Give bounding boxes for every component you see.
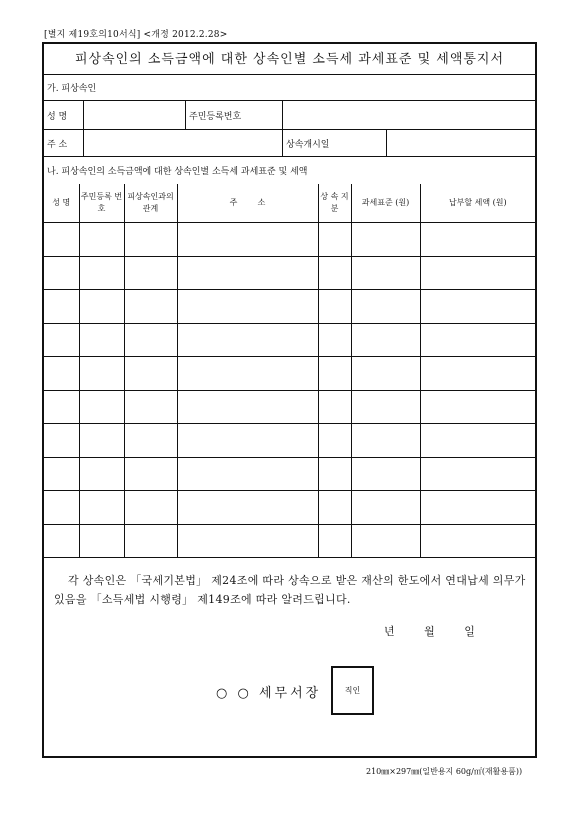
share-cell[interactable] xyxy=(318,524,351,558)
section-a-heading: 가. 피상속인 xyxy=(47,84,97,94)
rrn-field[interactable] xyxy=(282,101,535,129)
rrn-cell[interactable] xyxy=(79,223,124,257)
name-cell[interactable] xyxy=(44,491,79,525)
section-a-heading-row xyxy=(44,75,535,101)
tax-due-cell[interactable] xyxy=(420,424,535,458)
share-cell[interactable] xyxy=(318,256,351,290)
table-row xyxy=(44,256,535,290)
paper-spec: 210㎜×297㎜(일반용지 60g/㎡(재활용품)) xyxy=(366,767,523,776)
name-cell[interactable] xyxy=(44,323,79,357)
name-cell[interactable] xyxy=(44,256,79,290)
tax-due-cell[interactable] xyxy=(420,290,535,324)
inherit-start-field[interactable] xyxy=(386,130,535,156)
decedent-name-row xyxy=(44,101,535,130)
name-cell[interactable] xyxy=(44,290,79,324)
col-address-header: 주 소 xyxy=(177,184,318,223)
rrn-cell[interactable] xyxy=(79,491,124,525)
address-cell[interactable] xyxy=(177,256,318,290)
rrn-cell[interactable] xyxy=(79,357,124,391)
table-row xyxy=(44,223,535,257)
rrn-cell[interactable] xyxy=(79,390,124,424)
tax-base-cell[interactable] xyxy=(351,323,420,357)
table-row xyxy=(44,524,535,558)
name-label: 성 명 xyxy=(47,111,68,122)
relation-cell[interactable] xyxy=(124,491,177,525)
rrn-cell[interactable] xyxy=(79,424,124,458)
date-line: 년 월 일 xyxy=(384,625,475,638)
col-share-header: 상 속 지 분 xyxy=(318,184,351,223)
notice-form xyxy=(42,42,537,758)
tax-base-cell[interactable] xyxy=(351,357,420,391)
address-cell[interactable] xyxy=(177,323,318,357)
rrn-cell[interactable] xyxy=(79,524,124,558)
name-cell[interactable] xyxy=(44,424,79,458)
table-row xyxy=(44,290,535,324)
address-cell[interactable] xyxy=(177,424,318,458)
tax-due-cell[interactable] xyxy=(420,524,535,558)
heirs-table-header xyxy=(44,184,535,223)
share-cell[interactable] xyxy=(318,290,351,324)
heirs-table xyxy=(44,184,535,558)
address-field[interactable] xyxy=(83,130,282,156)
name-cell[interactable] xyxy=(44,357,79,391)
tax-office-head: ○ ○ 세무서장 xyxy=(216,686,322,701)
share-cell[interactable] xyxy=(318,323,351,357)
address-cell[interactable] xyxy=(177,290,318,324)
address-cell[interactable] xyxy=(177,223,318,257)
tax-due-cell[interactable] xyxy=(420,357,535,391)
tax-base-cell[interactable] xyxy=(351,457,420,491)
form-reference: [별지 제19호의10서식] <개정 2012.2.28> xyxy=(44,30,228,40)
tax-due-cell[interactable] xyxy=(420,457,535,491)
relation-cell[interactable] xyxy=(124,357,177,391)
relation-cell[interactable] xyxy=(124,256,177,290)
relation-cell[interactable] xyxy=(124,424,177,458)
name-cell[interactable] xyxy=(44,524,79,558)
table-row xyxy=(44,390,535,424)
col-tax-base-header: 과세표준 (원) xyxy=(351,184,420,223)
col-rrn-header: 주민등록 번 호 xyxy=(79,184,124,223)
tax-due-cell[interactable] xyxy=(420,323,535,357)
relation-cell[interactable] xyxy=(124,290,177,324)
rrn-cell[interactable] xyxy=(79,256,124,290)
share-cell[interactable] xyxy=(318,357,351,391)
table-row xyxy=(44,357,535,391)
relation-cell[interactable] xyxy=(124,524,177,558)
tax-base-cell[interactable] xyxy=(351,424,420,458)
tax-due-cell[interactable] xyxy=(420,390,535,424)
rrn-label: 주민등록번호 xyxy=(185,101,282,129)
col-tax-due-header: 납부할 세액 (원) xyxy=(420,184,535,223)
section-b-heading: 나. 피상속인의 소득금액에 대한 상속인별 소득세 과세표준 및 세액 xyxy=(47,167,308,177)
tax-base-cell[interactable] xyxy=(351,290,420,324)
address-label: 주 소 xyxy=(47,139,68,150)
address-cell[interactable] xyxy=(177,491,318,525)
rrn-cell[interactable] xyxy=(79,290,124,324)
relation-cell[interactable] xyxy=(124,390,177,424)
address-cell[interactable] xyxy=(177,457,318,491)
share-cell[interactable] xyxy=(318,491,351,525)
name-cell[interactable] xyxy=(44,223,79,257)
relation-cell[interactable] xyxy=(124,457,177,491)
rrn-cell[interactable] xyxy=(79,323,124,357)
share-cell[interactable] xyxy=(318,390,351,424)
table-row xyxy=(44,457,535,491)
table-row xyxy=(44,323,535,357)
share-cell[interactable] xyxy=(318,223,351,257)
address-cell[interactable] xyxy=(177,524,318,558)
section-b-heading-row xyxy=(44,157,535,184)
share-cell[interactable] xyxy=(318,424,351,458)
tax-base-cell[interactable] xyxy=(351,524,420,558)
col-relation-header: 피상속인과의 관계 xyxy=(124,184,177,223)
relation-cell[interactable] xyxy=(124,223,177,257)
legal-notice: 각 상속인은 「국세기본법」 제24조에 따라 상속으로 받은 재산의 한도에서 연대납세 의무가 있음을 「소득세법 시행령」 제149조에 따라 알려드립니다. xyxy=(54,574,526,606)
inherit-start-label: 상속개시일 xyxy=(282,130,386,156)
name-field[interactable] xyxy=(83,101,185,129)
form-title: 피상속인의 소득금액에 대한 상속인별 소득세 과세표준 및 세액통지서 xyxy=(44,44,535,75)
rrn-cell[interactable] xyxy=(79,457,124,491)
name-cell[interactable] xyxy=(44,457,79,491)
tax-base-cell[interactable] xyxy=(351,491,420,525)
tax-due-cell[interactable] xyxy=(420,256,535,290)
tax-due-cell[interactable] xyxy=(420,223,535,257)
decedent-address-row xyxy=(44,130,535,157)
tax-base-cell[interactable] xyxy=(351,256,420,290)
table-row xyxy=(44,491,535,525)
name-cell[interactable] xyxy=(44,390,79,424)
share-cell[interactable] xyxy=(318,457,351,491)
official-seal-box: 직인 xyxy=(331,666,374,715)
table-row xyxy=(44,424,535,458)
tax-due-cell[interactable] xyxy=(420,491,535,525)
address-cell[interactable] xyxy=(177,357,318,391)
tax-base-cell[interactable] xyxy=(351,223,420,257)
address-cell[interactable] xyxy=(177,390,318,424)
col-name-header: 성 명 xyxy=(44,184,79,223)
relation-cell[interactable] xyxy=(124,323,177,357)
tax-base-cell[interactable] xyxy=(351,390,420,424)
